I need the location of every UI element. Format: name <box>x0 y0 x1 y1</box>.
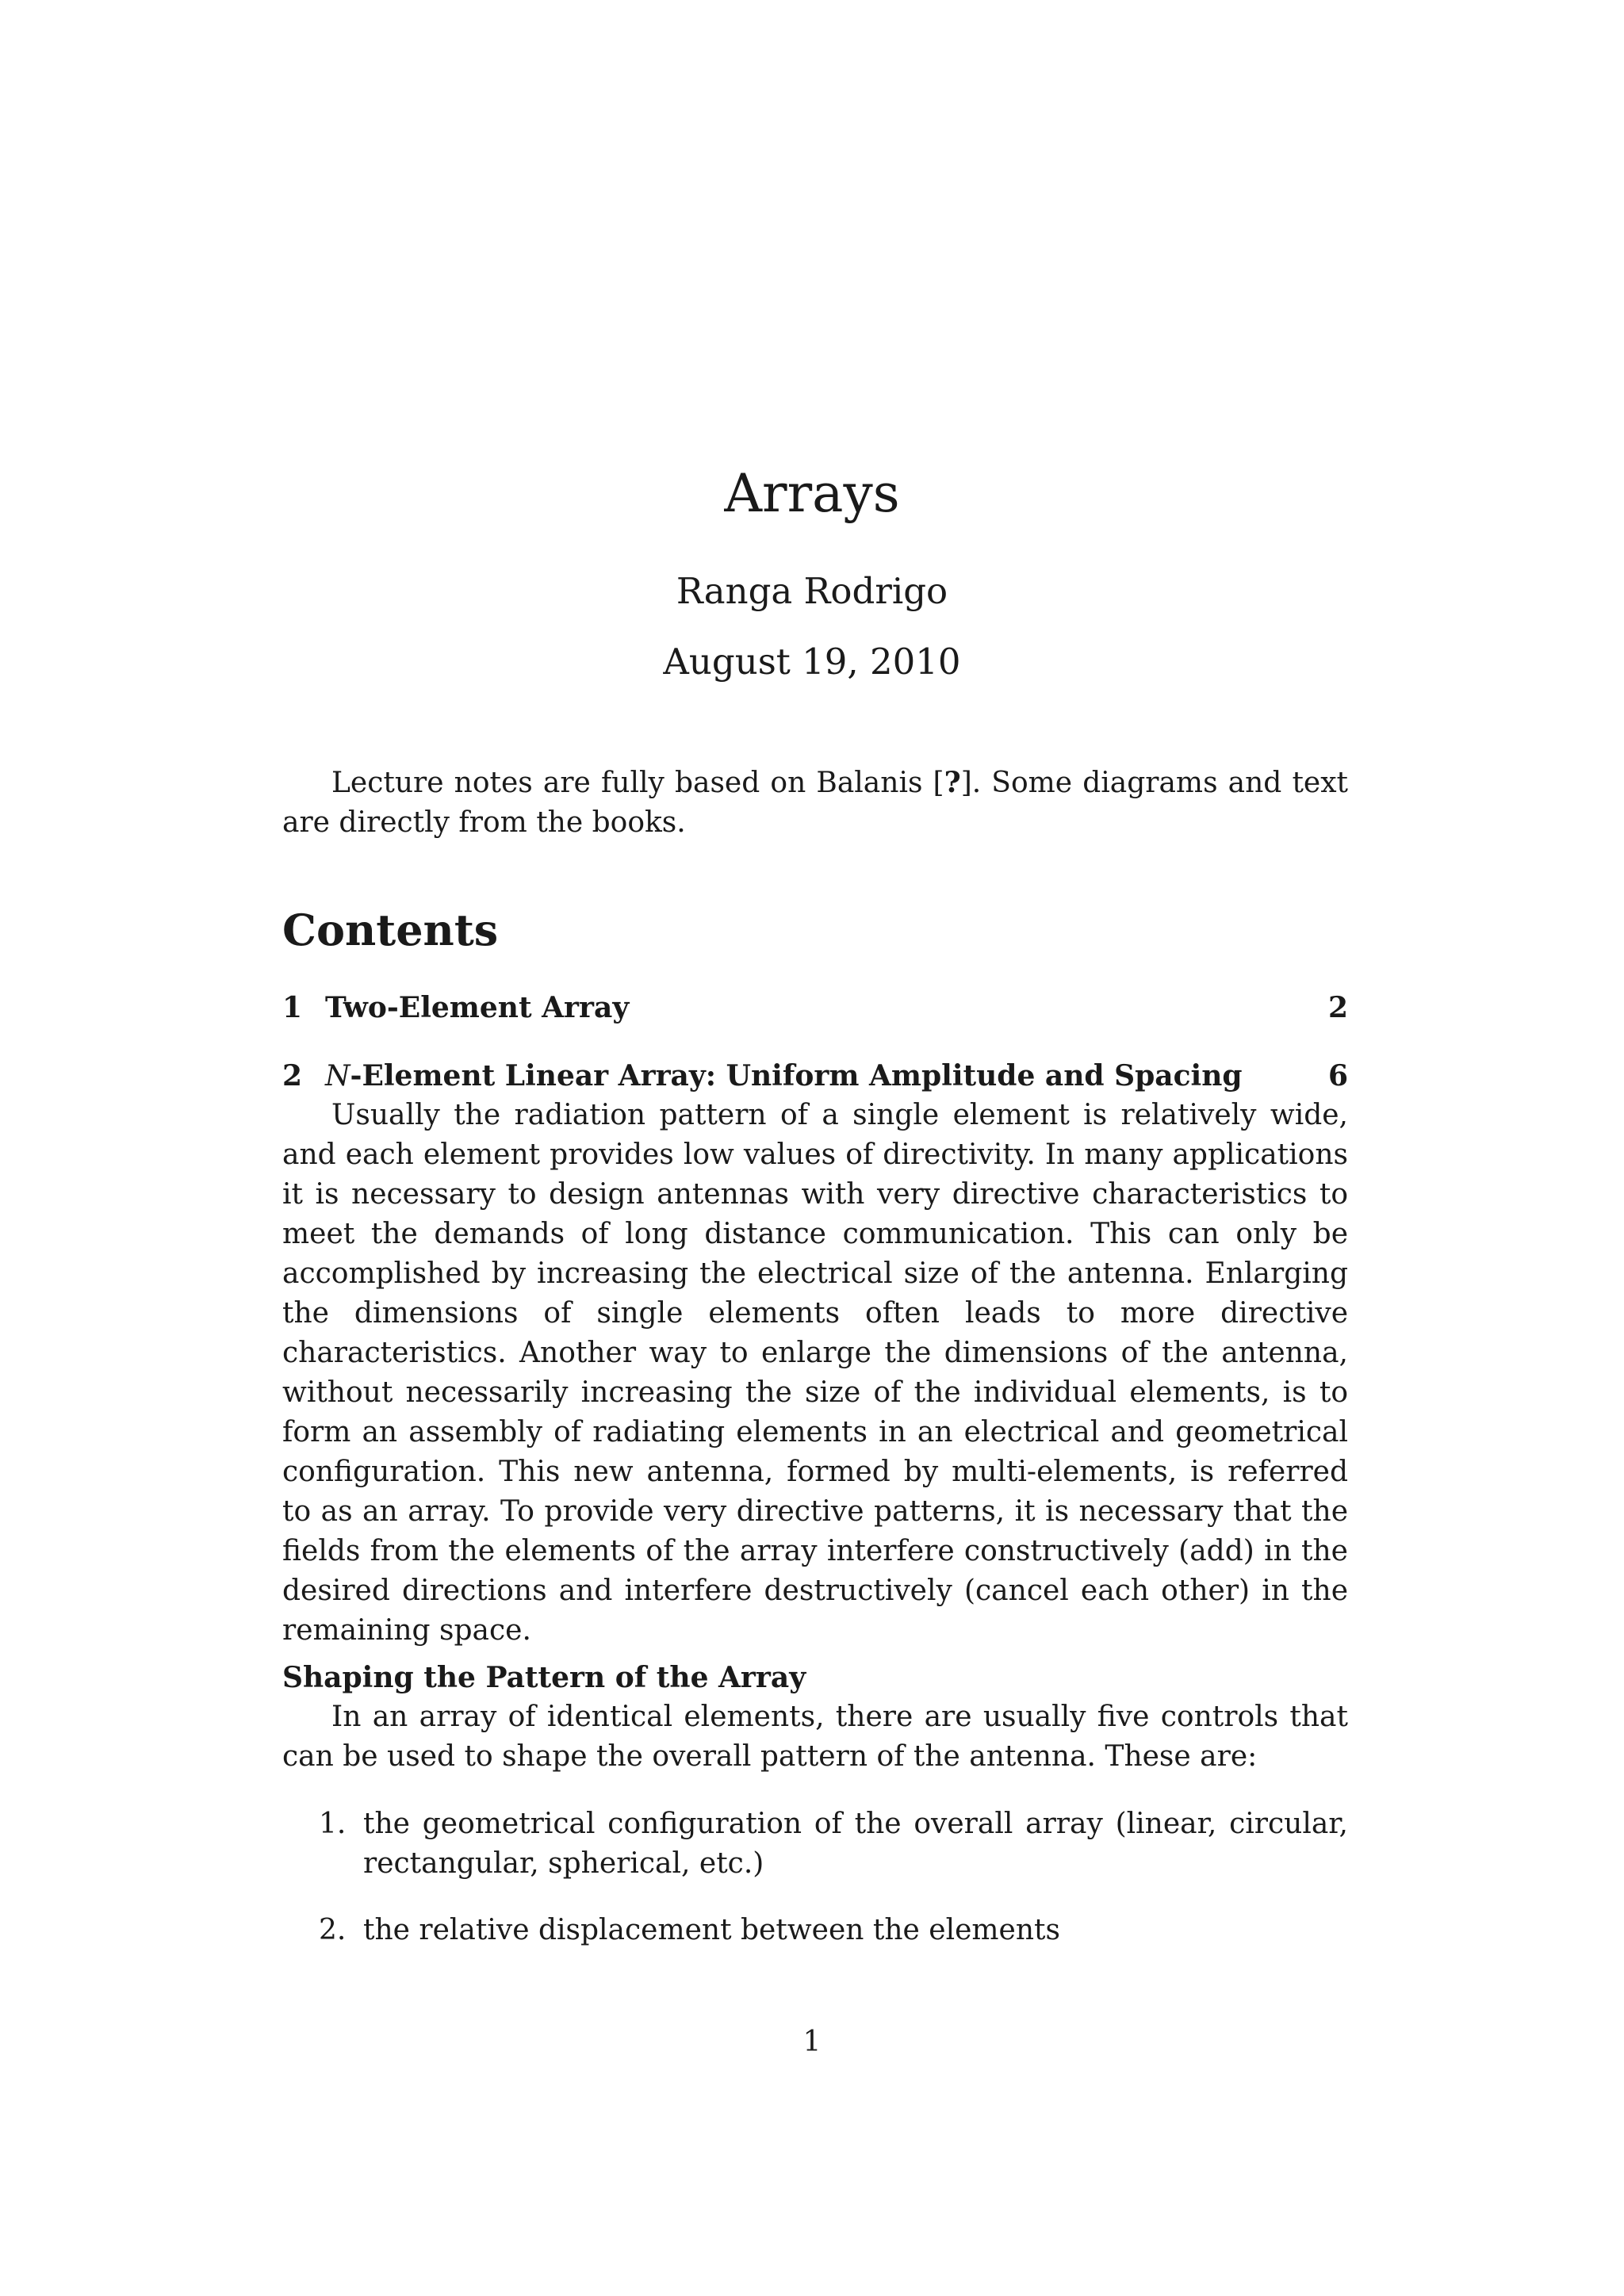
page-number: 1 <box>802 2026 822 2058</box>
toc-entry-label: Two-Element Array <box>325 991 630 1024</box>
abstract-text-before: Lecture notes are fully based on Balanis [ <box>331 767 944 799</box>
abstract-text-after: ]. Some diagrams and text are directly from the books. <box>282 767 1349 839</box>
controls-list <box>282 1804 1348 1977</box>
section-paragraph: In an array of identical elements, there are usually five controls that can be used to shape the overall pattern of the antenna. These are: <box>282 1701 1348 1773</box>
intro-paragraph: Usually the radiation pattern of a single element is relatively wide, and each element provides low values of directivity. In many applications it is necessary to design antennas with very directive characteristics to meet the demands of long distance communication. This can only be accomplished by increasing the electrical size of the antenna. Enlarging the dimensions of single elements often leads to more directive characteristics. Another way to enlarge the dimensions of the antenna, without necessarily increasing the size of the individual elements, is to form an assembly of radiating elements in an electrical and geometrical configuration. This new antenna, formed by multi-elements, is referred to as an array. To provide very directive patterns, it is necessary that the fields from the elements of the array interfere constructively (add) in the desired directions and interfere destructively (cancel each other) in the remaining space. <box>282 1099 1348 1647</box>
abstract-paragraph <box>282 763 1348 843</box>
list-item-text: the geometrical configuration of the overall array (linear, circular, rectangular, spherical, etc.) <box>363 1808 1348 1880</box>
list-item <box>282 1804 1348 1884</box>
list-item <box>282 1911 1348 1950</box>
list-item-text: the relative displacement between the elements <box>363 1914 1060 1946</box>
toc-entry-page: 6 <box>1327 1059 1348 1093</box>
toc-entry-label: -Element Linear Array: Uniform Amplitude and Spacing <box>350 1059 1243 1093</box>
toc-entry-title <box>282 988 629 1027</box>
citation-link[interactable]: ? <box>944 766 961 799</box>
toc-entry-title <box>282 1056 1243 1096</box>
toc-entry[interactable] <box>282 988 1348 1027</box>
document-date: August 19, 2010 <box>663 641 961 683</box>
list-item-marker: 2. <box>319 1914 347 1946</box>
toc-entry-number: 2 <box>282 1059 303 1093</box>
list-item-marker: 1. <box>319 1808 347 1840</box>
toc-entry[interactable] <box>282 1056 1348 1096</box>
document-title: Arrays <box>724 463 900 524</box>
toc-entry-italic-prefix: N <box>325 1060 350 1093</box>
toc-entry-page: 2 <box>1327 991 1348 1024</box>
author-name: Ranga Rodrigo <box>676 570 948 612</box>
toc-entry-number: 1 <box>282 991 303 1024</box>
contents-heading: Contents <box>282 905 499 955</box>
section-heading: Shaping the Pattern of the Array <box>282 1661 806 1694</box>
